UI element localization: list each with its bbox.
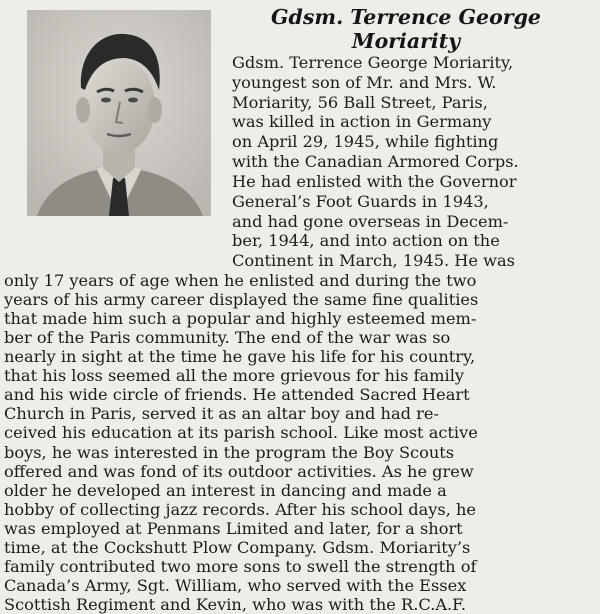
article-title-line-2: Moriarity — [351, 29, 461, 53]
body-line: on April 29, 1945, while fighting — [232, 132, 499, 152]
body-line: hobby of collecting jazz records. After his school days, he — [4, 499, 476, 519]
body-line: Gdsm. Terrence George Moriarity, — [232, 53, 514, 72]
body-line: time, at the Cockshutt Plow Company. Gdsm. Moriarity’s — [4, 537, 471, 557]
body-line: Scottish Regiment and Kevin, who was with the R.C.A.F. — [4, 595, 467, 614]
body-line: youngest son of Mr. and Mrs. W. — [232, 72, 497, 92]
body-line: ber of the Paris community. The end of the war was so — [4, 328, 451, 348]
body-line: boys, he was interested in the program the Boy Scouts — [4, 442, 455, 462]
body-line: Canada’s Army, Sgt. William, who served with the Essex — [4, 575, 467, 595]
article-title-line-1: Gdsm. Terrence George — [271, 5, 541, 29]
body-line: was employed at Penmans Limited and later, for a short — [4, 518, 463, 538]
body-line: and his wide circle of friends. He attended Sacred Heart — [4, 385, 470, 405]
body-line: He had enlisted with the Governor — [232, 171, 517, 191]
body-line: Continent in March, 1945. He was — [232, 251, 515, 271]
body-line: family contributed two more sons to swell the strength of — [4, 556, 477, 576]
portrait-image — [27, 10, 211, 216]
body-line: that his loss seemed all the more grievous for his family — [4, 366, 465, 386]
body-line: ber, 1944, and into action on the — [232, 231, 500, 251]
body-line: Church in Paris, served it as an altar boy and had re- — [4, 404, 439, 424]
body-line: and had gone overseas in Decem- — [232, 211, 509, 231]
portrait-photo — [27, 10, 211, 216]
body-line: with the Canadian Armored Corps. — [232, 152, 519, 172]
body-line: offered and was fond of its outdoor activities. As he grew — [4, 461, 474, 481]
body-line: was killed in action in Germany — [232, 112, 492, 132]
body-line: that made him such a popular and highly esteemed mem- — [4, 309, 477, 329]
body-line: ceived his education at its parish school. Like most active — [4, 423, 478, 443]
body-line: years of his army career displayed the same fine qualities — [4, 290, 479, 310]
article-title — [228, 5, 584, 53]
body-line: General’s Foot Guards in 1943, — [232, 191, 489, 211]
body-line: only 17 years of age when he enlisted and during the two — [4, 271, 477, 290]
body-line: older he developed an interest in dancing and made a — [4, 480, 447, 500]
body-line: nearly in sight at the time he gave his life for his country, — [4, 347, 476, 367]
body-line: Moriarity, 56 Ball Street, Paris, — [232, 92, 488, 112]
